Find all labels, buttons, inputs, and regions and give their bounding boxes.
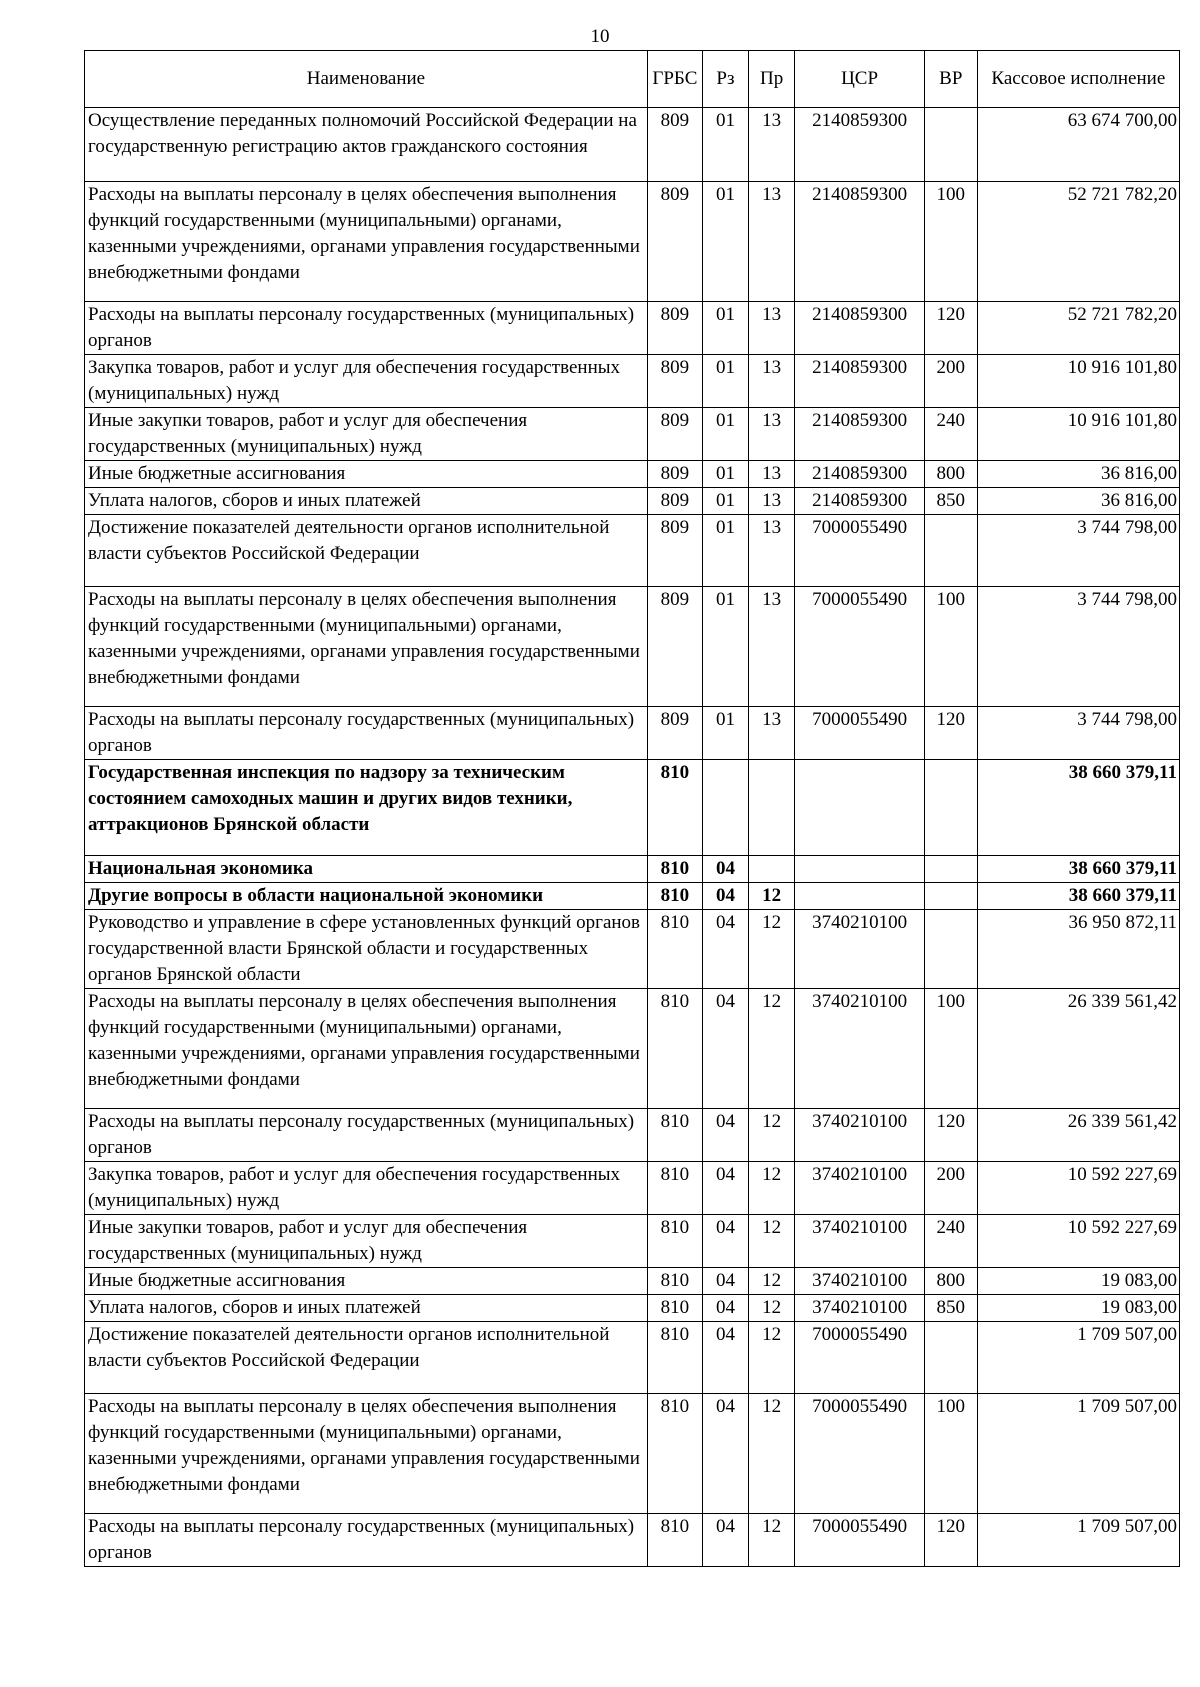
cell-csr: 2140859300	[795, 408, 925, 461]
table-row	[85, 1215, 1180, 1268]
cell-amount: 1 709 507,00	[977, 1322, 1179, 1394]
cell-name: Осуществление переданных полномочий Российской Федерации на государственную регистрацию актов гражданского состояния	[85, 108, 648, 182]
cell-name: Государственная инспекция по надзору за техническим состоянием самоходных машин и других видов техники, аттракционов Брянской области	[85, 760, 648, 856]
cell-rz: 04	[702, 910, 748, 989]
table-row	[85, 108, 1180, 182]
cell-amount: 1 709 507,00	[977, 1394, 1179, 1514]
cell-csr: 3740210100	[795, 1268, 925, 1295]
cell-name: Достижение показателей деятельности органов исполнительной власти субъектов Российской Федерации	[85, 1322, 648, 1394]
cell-rz: 01	[702, 587, 748, 707]
cell-grbs: 809	[647, 587, 702, 707]
cell-grbs: 810	[647, 760, 702, 856]
cell-csr: 3740210100	[795, 989, 925, 1109]
cell-csr: 3740210100	[795, 1109, 925, 1162]
cell-amount: 38 660 379,11	[977, 760, 1179, 856]
cell-amount: 3 744 798,00	[977, 707, 1179, 760]
cell-grbs: 810	[647, 1268, 702, 1295]
cell-name: Иные бюджетные ассигнования	[85, 461, 648, 488]
table-header-row	[85, 51, 1180, 108]
cell-grbs: 810	[647, 1514, 702, 1567]
cell-csr: 2140859300	[795, 182, 925, 302]
cell-grbs: 810	[647, 1295, 702, 1322]
cell-rz: 04	[702, 856, 748, 883]
cell-pr: 13	[749, 515, 795, 587]
cell-csr	[795, 856, 925, 883]
cell-name: Уплата налогов, сборов и иных платежей	[85, 1295, 648, 1322]
column-header-pr: Пр	[749, 51, 795, 108]
cell-vr: 120	[924, 302, 977, 355]
cell-csr: 3740210100	[795, 910, 925, 989]
cell-csr: 2140859300	[795, 488, 925, 515]
cell-rz: 01	[702, 707, 748, 760]
cell-name: Расходы на выплаты персоналу в целях обеспечения выполнения функций государственными (муниципальными) органами, казенными учреждениями, органами управления государственными внебюджетными фондами	[85, 989, 648, 1109]
cell-amount: 38 660 379,11	[977, 883, 1179, 910]
cell-amount: 26 339 561,42	[977, 989, 1179, 1109]
cell-grbs: 809	[647, 515, 702, 587]
cell-csr: 3740210100	[795, 1215, 925, 1268]
cell-vr	[924, 760, 977, 856]
cell-rz: 04	[702, 1215, 748, 1268]
cell-csr	[795, 883, 925, 910]
table-row	[85, 1514, 1180, 1567]
cell-csr: 7000055490	[795, 707, 925, 760]
table-row	[85, 856, 1180, 883]
cell-vr: 100	[924, 1394, 977, 1514]
cell-pr: 12	[749, 1215, 795, 1268]
cell-name: Расходы на выплаты персоналу в целях обеспечения выполнения функций государственными (муниципальными) органами, казенными учреждениями, органами управления государственными внебюджетными фондами	[85, 1394, 648, 1514]
cell-rz: 01	[702, 302, 748, 355]
cell-name: Закупка товаров, работ и услуг для обеспечения государственных (муниципальных) нужд	[85, 355, 648, 408]
table-row	[85, 408, 1180, 461]
cell-rz: 01	[702, 461, 748, 488]
cell-amount: 38 660 379,11	[977, 856, 1179, 883]
cell-vr	[924, 108, 977, 182]
cell-pr: 13	[749, 587, 795, 707]
table-row	[85, 910, 1180, 989]
table-body	[85, 108, 1180, 1567]
cell-amount: 10 916 101,80	[977, 408, 1179, 461]
cell-amount: 63 674 700,00	[977, 108, 1179, 182]
cell-vr: 120	[924, 1109, 977, 1162]
cell-vr	[924, 515, 977, 587]
cell-rz: 01	[702, 408, 748, 461]
table-row	[85, 515, 1180, 587]
cell-grbs: 809	[647, 707, 702, 760]
cell-name: Расходы на выплаты персоналу в целях обеспечения выполнения функций государственными (муниципальными) органами, казенными учреждениями, органами управления государственными внебюджетными фондами	[85, 182, 648, 302]
cell-grbs: 810	[647, 1394, 702, 1514]
cell-rz: 01	[702, 182, 748, 302]
cell-vr: 200	[924, 1162, 977, 1215]
cell-name: Уплата налогов, сборов и иных платежей	[85, 488, 648, 515]
cell-pr: 12	[749, 883, 795, 910]
cell-amount: 26 339 561,42	[977, 1109, 1179, 1162]
cell-pr: 12	[749, 1322, 795, 1394]
cell-rz: 01	[702, 108, 748, 182]
cell-csr: 2140859300	[795, 108, 925, 182]
cell-rz: 04	[702, 1268, 748, 1295]
cell-csr: 3740210100	[795, 1295, 925, 1322]
cell-amount: 3 744 798,00	[977, 515, 1179, 587]
page-number: 10	[590, 26, 610, 47]
cell-grbs: 809	[647, 408, 702, 461]
cell-csr: 7000055490	[795, 515, 925, 587]
cell-name: Расходы на выплаты персоналу государственных (муниципальных) органов	[85, 1109, 648, 1162]
cell-vr: 800	[924, 1268, 977, 1295]
cell-name: Национальная экономика	[85, 856, 648, 883]
table-row	[85, 707, 1180, 760]
cell-rz: 04	[702, 1109, 748, 1162]
table-row	[85, 587, 1180, 707]
cell-csr: 7000055490	[795, 1514, 925, 1567]
cell-pr: 12	[749, 1514, 795, 1567]
table-row	[85, 182, 1180, 302]
table-row	[85, 1394, 1180, 1514]
cell-amount: 52 721 782,20	[977, 302, 1179, 355]
cell-pr: 12	[749, 1295, 795, 1322]
cell-rz: 04	[702, 1514, 748, 1567]
cell-csr: 3740210100	[795, 1162, 925, 1215]
cell-pr: 12	[749, 1394, 795, 1514]
cell-vr: 240	[924, 1215, 977, 1268]
budget-execution-table	[84, 50, 1180, 1567]
cell-pr: 13	[749, 302, 795, 355]
cell-name: Закупка товаров, работ и услуг для обеспечения государственных (муниципальных) нужд	[85, 1162, 648, 1215]
cell-grbs: 810	[647, 1215, 702, 1268]
cell-csr: 7000055490	[795, 587, 925, 707]
cell-amount: 3 744 798,00	[977, 587, 1179, 707]
cell-rz: 04	[702, 1162, 748, 1215]
table-row	[85, 1162, 1180, 1215]
cell-vr: 850	[924, 488, 977, 515]
cell-vr: 200	[924, 355, 977, 408]
cell-grbs: 810	[647, 1322, 702, 1394]
cell-vr: 100	[924, 182, 977, 302]
cell-amount: 52 721 782,20	[977, 182, 1179, 302]
table-row	[85, 883, 1180, 910]
cell-csr	[795, 760, 925, 856]
cell-name: Расходы на выплаты персоналу в целях обеспечения выполнения функций государственными (муниципальными) органами, казенными учреждениями, органами управления государственными внебюджетными фондами	[85, 587, 648, 707]
cell-rz: 04	[702, 1394, 748, 1514]
cell-vr: 240	[924, 408, 977, 461]
cell-pr: 13	[749, 355, 795, 408]
cell-amount: 1 709 507,00	[977, 1514, 1179, 1567]
column-header-csr: ЦСР	[795, 51, 925, 108]
cell-grbs: 809	[647, 488, 702, 515]
cell-pr: 13	[749, 707, 795, 760]
table-row	[85, 989, 1180, 1109]
cell-name: Расходы на выплаты персоналу государственных (муниципальных) органов	[85, 707, 648, 760]
cell-vr: 850	[924, 1295, 977, 1322]
cell-pr: 13	[749, 108, 795, 182]
cell-grbs: 810	[647, 910, 702, 989]
cell-csr: 2140859300	[795, 461, 925, 488]
cell-pr: 13	[749, 408, 795, 461]
table-row	[85, 488, 1180, 515]
cell-vr	[924, 910, 977, 989]
cell-pr	[749, 856, 795, 883]
table-row	[85, 1109, 1180, 1162]
cell-grbs: 809	[647, 108, 702, 182]
cell-vr: 120	[924, 1514, 977, 1567]
cell-grbs: 809	[647, 461, 702, 488]
column-header-amount: Кассовое исполнение	[977, 51, 1179, 108]
cell-pr	[749, 760, 795, 856]
cell-amount: 10 916 101,80	[977, 355, 1179, 408]
cell-rz: 04	[702, 989, 748, 1109]
column-header-rz: Рз	[702, 51, 748, 108]
cell-amount: 19 083,00	[977, 1268, 1179, 1295]
cell-csr: 2140859300	[795, 355, 925, 408]
cell-pr: 12	[749, 910, 795, 989]
cell-rz	[702, 760, 748, 856]
cell-grbs: 810	[647, 856, 702, 883]
cell-name: Руководство и управление в сфере установленных функций органов государственной власти Брянской области и государственных органов Брянской области	[85, 910, 648, 989]
cell-rz: 01	[702, 355, 748, 408]
table-row	[85, 1295, 1180, 1322]
cell-grbs: 810	[647, 1162, 702, 1215]
cell-name: Другие вопросы в области национальной экономики	[85, 883, 648, 910]
cell-name: Иные бюджетные ассигнования	[85, 1268, 648, 1295]
cell-pr: 12	[749, 1268, 795, 1295]
cell-vr: 100	[924, 989, 977, 1109]
cell-vr	[924, 856, 977, 883]
cell-pr: 12	[749, 989, 795, 1109]
cell-csr: 7000055490	[795, 1394, 925, 1514]
table-row	[85, 1322, 1180, 1394]
table-row	[85, 302, 1180, 355]
cell-grbs: 810	[647, 989, 702, 1109]
table-row	[85, 355, 1180, 408]
cell-amount: 36 816,00	[977, 488, 1179, 515]
cell-vr: 120	[924, 707, 977, 760]
cell-rz: 01	[702, 515, 748, 587]
cell-grbs: 810	[647, 883, 702, 910]
cell-name: Расходы на выплаты персоналу государственных (муниципальных) органов	[85, 302, 648, 355]
cell-rz: 04	[702, 1322, 748, 1394]
cell-amount: 36 816,00	[977, 461, 1179, 488]
cell-amount: 10 592 227,69	[977, 1162, 1179, 1215]
cell-name: Расходы на выплаты персоналу государственных (муниципальных) органов	[85, 1514, 648, 1567]
cell-name: Иные закупки товаров, работ и услуг для обеспечения государственных (муниципальных) нужд	[85, 1215, 648, 1268]
cell-amount: 10 592 227,69	[977, 1215, 1179, 1268]
cell-pr: 13	[749, 461, 795, 488]
cell-pr: 13	[749, 182, 795, 302]
cell-vr	[924, 883, 977, 910]
cell-grbs: 809	[647, 355, 702, 408]
cell-grbs: 810	[647, 1109, 702, 1162]
cell-grbs: 809	[647, 302, 702, 355]
table-row	[85, 1268, 1180, 1295]
cell-pr: 12	[749, 1162, 795, 1215]
cell-name: Достижение показателей деятельности органов исполнительной власти субъектов Российской Федерации	[85, 515, 648, 587]
cell-vr	[924, 1322, 977, 1394]
cell-rz: 04	[702, 883, 748, 910]
cell-pr: 13	[749, 488, 795, 515]
column-header-vr: ВР	[924, 51, 977, 108]
table-row	[85, 760, 1180, 856]
cell-name: Иные закупки товаров, работ и услуг для обеспечения государственных (муниципальных) нужд	[85, 408, 648, 461]
cell-amount: 19 083,00	[977, 1295, 1179, 1322]
cell-amount: 36 950 872,11	[977, 910, 1179, 989]
cell-rz: 01	[702, 488, 748, 515]
cell-pr: 12	[749, 1109, 795, 1162]
cell-csr: 2140859300	[795, 302, 925, 355]
cell-grbs: 809	[647, 182, 702, 302]
cell-csr: 7000055490	[795, 1322, 925, 1394]
table-row	[85, 461, 1180, 488]
cell-rz: 04	[702, 1295, 748, 1322]
cell-vr: 100	[924, 587, 977, 707]
column-header-grbs: ГРБС	[647, 51, 702, 108]
cell-vr: 800	[924, 461, 977, 488]
column-header-name: Наименование	[85, 51, 648, 108]
